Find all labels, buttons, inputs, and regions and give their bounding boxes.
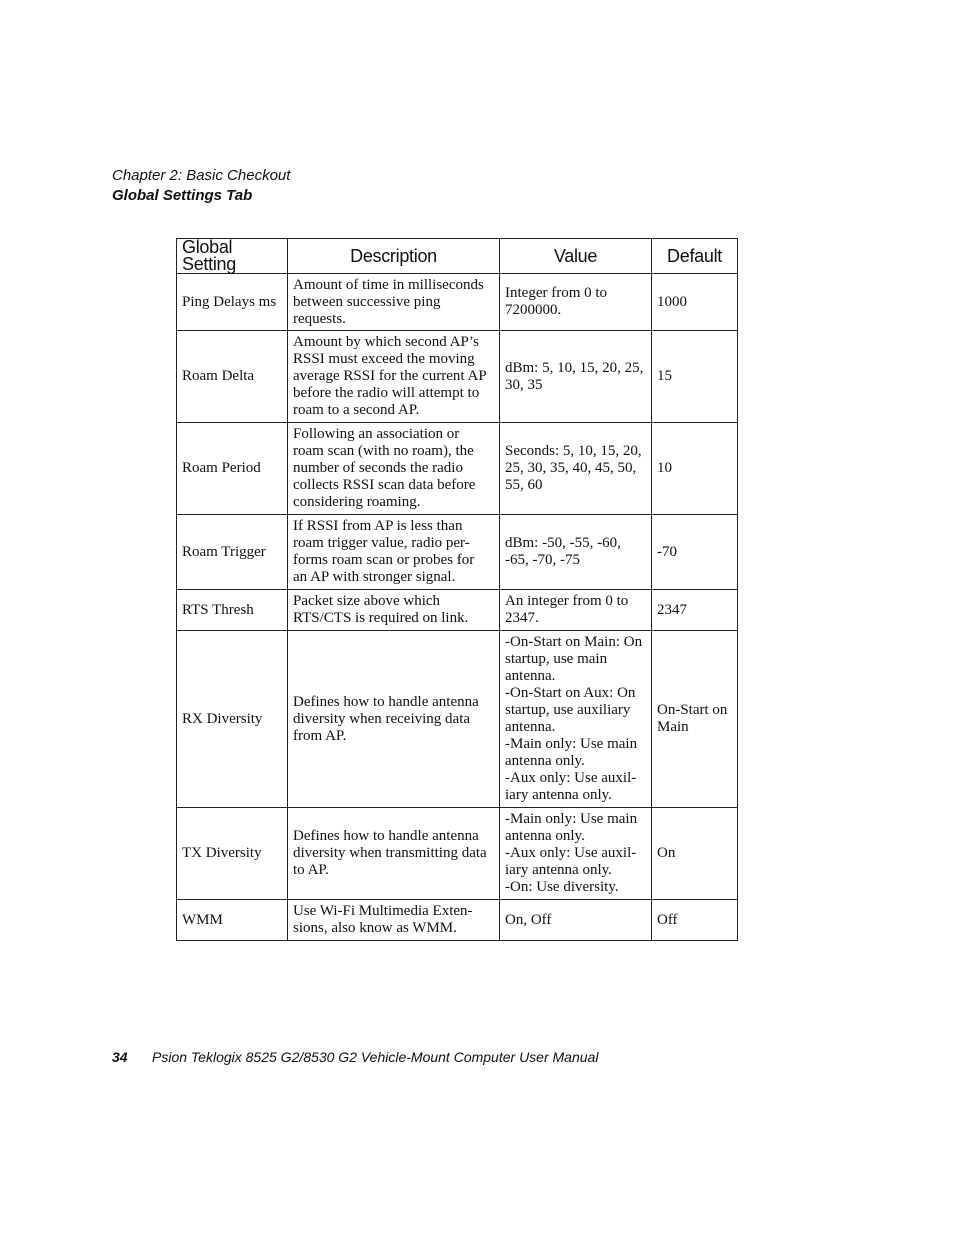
default-cell: Off xyxy=(652,900,738,941)
value-cell: Seconds: 5, 10, 15, 20, 25, 30, 35, 40, 45, 50, 55, 60 xyxy=(500,423,652,515)
manual-title: Psion Teklogix 8525 G2/8530 G2 Vehicle-Mount Computer User Manual xyxy=(152,1049,599,1065)
setting-cell: Roam Delta xyxy=(177,331,288,423)
default-cell: 1000 xyxy=(652,274,738,331)
value-cell: On, Off xyxy=(500,900,652,941)
description-cell: Defines how to handle antenna diversity when receiving data from AP. xyxy=(288,631,500,808)
column-header-value: Value xyxy=(500,239,652,274)
value-cell: dBm: 5, 10, 15, 20, 25, 30, 35 xyxy=(500,331,652,423)
description-cell: Packet size above which RTS/CTS is required on link. xyxy=(288,590,500,631)
table-row xyxy=(177,631,738,808)
setting-cell: Roam Trigger xyxy=(177,515,288,590)
running-head xyxy=(112,166,290,206)
description-cell: If RSSI from AP is less than roam trigger value, radio per- forms roam scan or probes for an AP with stronger signal. xyxy=(288,515,500,590)
default-cell: 10 xyxy=(652,423,738,515)
table-row xyxy=(177,423,738,515)
setting-cell: Roam Period xyxy=(177,423,288,515)
description-cell: Defines how to handle antenna diversity when transmitting data to AP. xyxy=(288,808,500,900)
table-row xyxy=(177,515,738,590)
description-cell: Amount of time in milliseconds between successive ping requests. xyxy=(288,274,500,331)
global-settings-table xyxy=(176,238,738,941)
table-row xyxy=(177,808,738,900)
description-cell: Amount by which second AP’s RSSI must exceed the moving average RSSI for the current AP before the radio will attempt to roam to a second AP. xyxy=(288,331,500,423)
section-title: Global Settings Tab xyxy=(112,187,253,204)
default-cell: 2347 xyxy=(652,590,738,631)
description-cell: Following an association or roam scan (with no roam), the number of seconds the radio collects RSSI scan data before considering roaming. xyxy=(288,423,500,515)
value-cell: Integer from 0 to 7200000. xyxy=(500,274,652,331)
page-number: 34 xyxy=(112,1049,128,1065)
chapter-title: Chapter 2: Basic Checkout xyxy=(112,167,291,184)
table-row xyxy=(177,331,738,423)
setting-cell: RTS Thresh xyxy=(177,590,288,631)
value-cell: -Main only: Use main antenna only. -Aux only: Use auxil- iary antenna only. -On: Use diversity. xyxy=(500,808,652,900)
value-cell: dBm: -50, -55, -60, -65, -70, -75 xyxy=(500,515,652,590)
default-cell: 15 xyxy=(652,331,738,423)
setting-cell: Ping Delays ms xyxy=(177,274,288,331)
value-cell: An integer from 0 to 2347. xyxy=(500,590,652,631)
setting-cell: RX Diversity xyxy=(177,631,288,808)
column-header-setting: Global Setting xyxy=(177,239,288,274)
table-header-row xyxy=(177,239,738,274)
setting-cell: TX Diversity xyxy=(177,808,288,900)
value-cell: -On-Start on Main: On startup, use main antenna. -On-Start on Aux: On startup, use auxiliary antenna. -Main only: Use main antenna only. -Aux only: Use auxil- iary antenna only. xyxy=(500,631,652,808)
setting-cell: WMM xyxy=(177,900,288,941)
page-footer xyxy=(112,1048,598,1066)
table-row xyxy=(177,900,738,941)
default-cell: On xyxy=(652,808,738,900)
column-header-default: Default xyxy=(652,239,738,274)
column-header-description: Description xyxy=(288,239,500,274)
default-cell: On-Start on Main xyxy=(652,631,738,808)
table-row xyxy=(177,274,738,331)
default-cell: -70 xyxy=(652,515,738,590)
table-row xyxy=(177,590,738,631)
description-cell: Use Wi-Fi Multimedia Exten- sions, also know as WMM. xyxy=(288,900,500,941)
